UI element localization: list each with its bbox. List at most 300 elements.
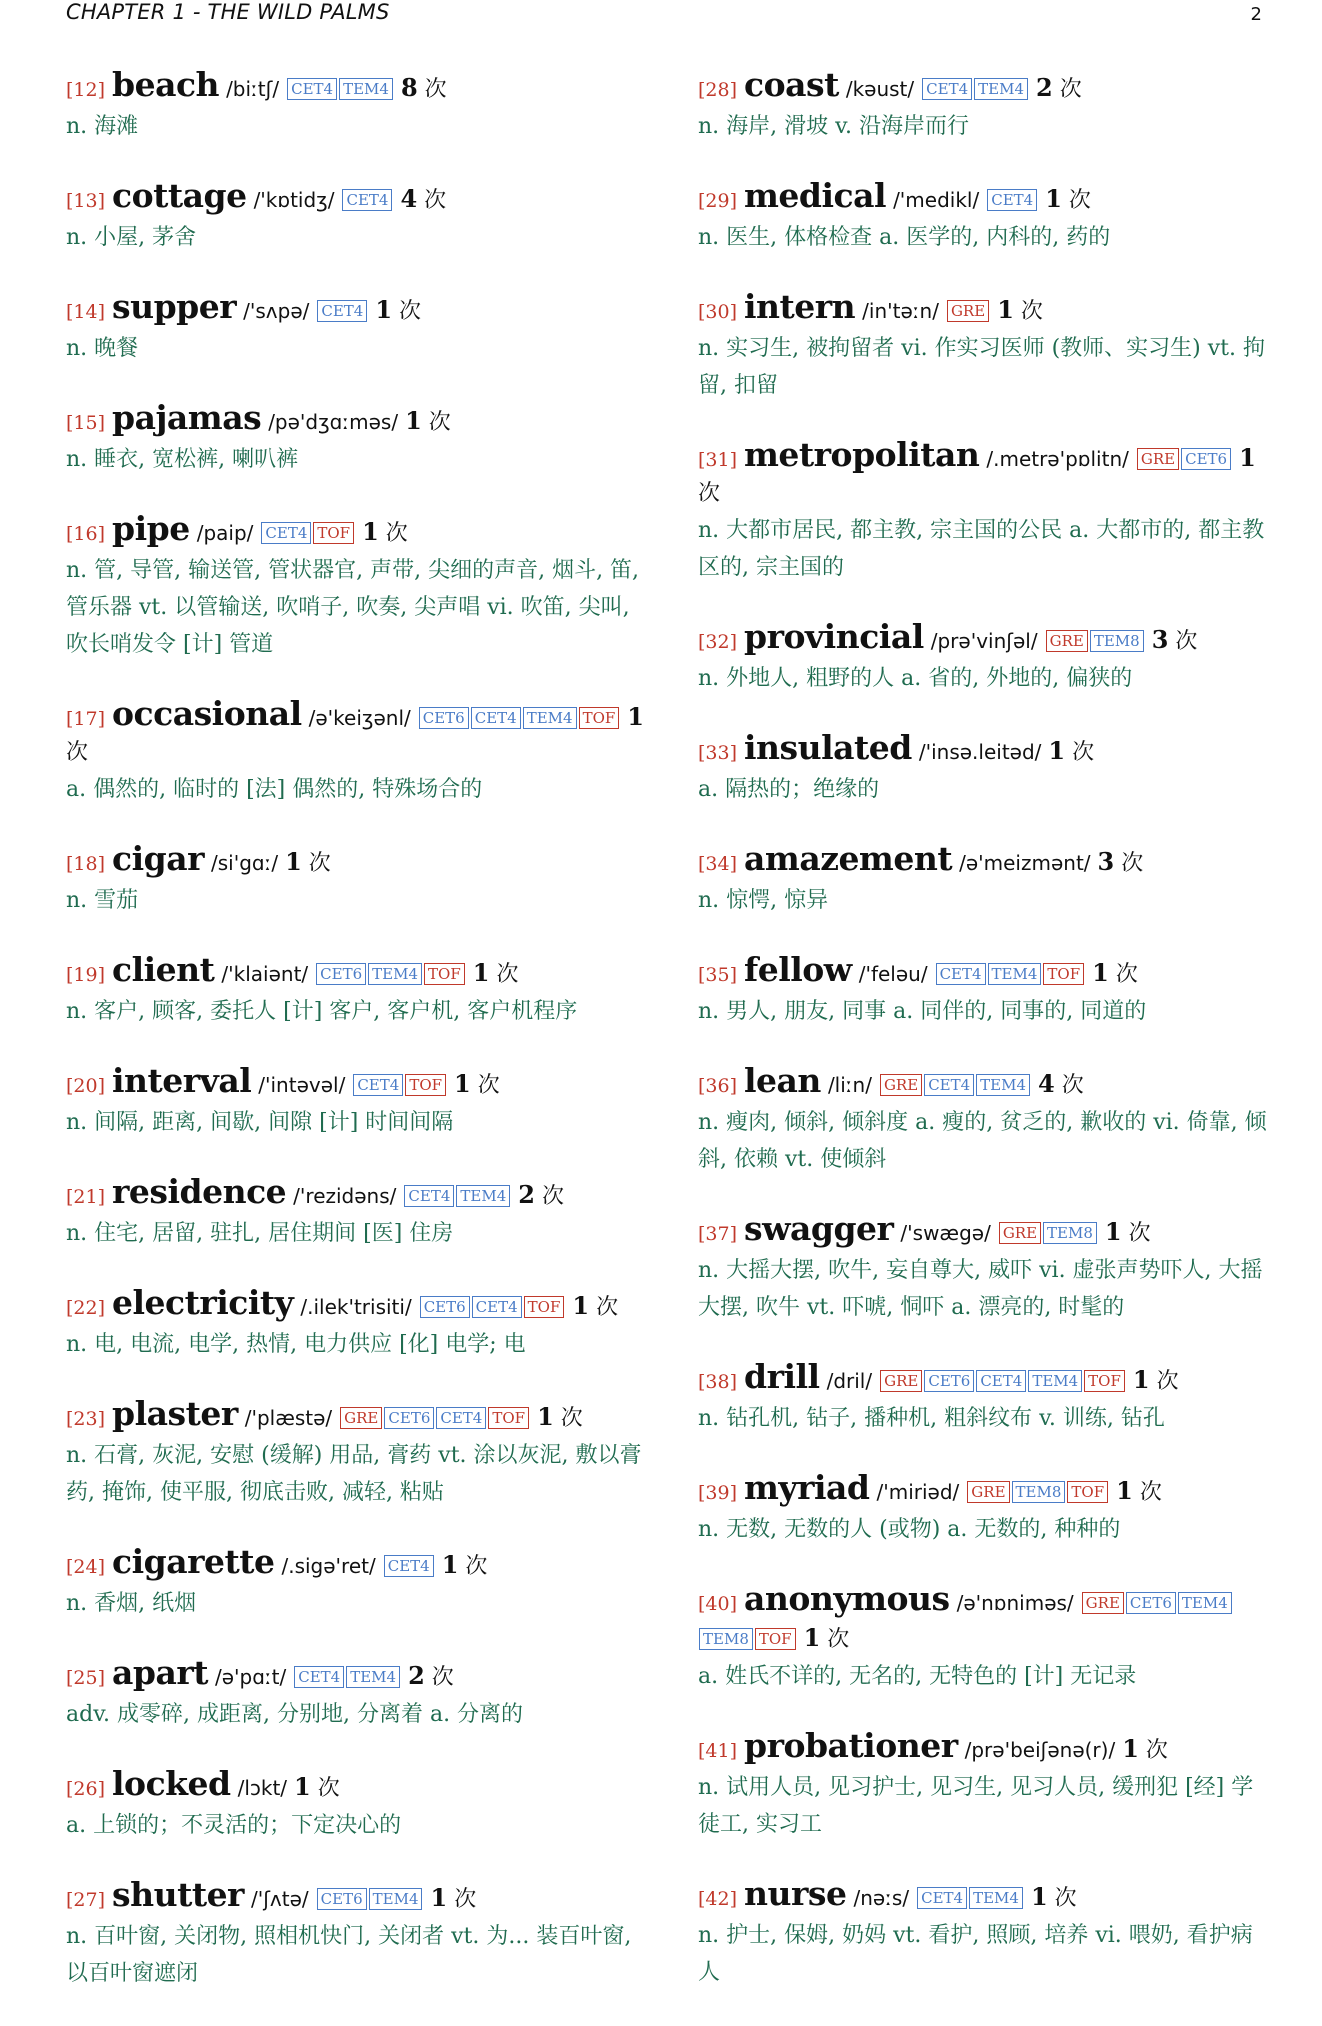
frequency-count: 1 [472, 958, 490, 987]
phonetic: /paip/ [196, 521, 254, 545]
definition: n. 香烟, 纸烟 [66, 1591, 197, 1616]
page-number: 2 [1250, 4, 1262, 25]
phonetic: /pə'dʒɑːməs/ [268, 410, 399, 434]
entry-headline [66, 950, 646, 992]
exam-tag: TEM4 [988, 963, 1042, 985]
definition: n. 海岸, 滑坡 v. 沿海岸而行 [698, 114, 969, 139]
frequency-unit: 次 [698, 481, 721, 506]
frequency [1104, 1217, 1151, 1246]
frequency-count: 1 [627, 702, 644, 731]
entry-index: [24] [66, 1556, 106, 1578]
entry-headline [66, 1172, 646, 1214]
definition: n. 钻孔机, 钻子, 播种机, 粗斜纹布 v. 训练, 钻孔 [698, 1406, 1165, 1431]
vocab-entry [698, 1209, 1273, 1326]
entry-headline [66, 1764, 646, 1806]
definition: n. 海滩 [66, 114, 139, 139]
headword: supper [112, 287, 237, 326]
frequency-count: 1 [285, 847, 302, 876]
vocab-entry [698, 1874, 1273, 1991]
entry-index: [33] [698, 742, 738, 764]
frequency-unit: 次 [1145, 1738, 1168, 1763]
entry-index: [12] [66, 79, 106, 101]
entry-headline [698, 1061, 1273, 1103]
frequency-count: 1 [1104, 1217, 1122, 1246]
frequency-count: 1 [362, 517, 379, 546]
vocab-entry [66, 1653, 646, 1733]
frequency-count: 1 [997, 295, 1014, 324]
definition: n. 管, 导管, 输送管, 管状器官, 声带, 尖细的声音, 烟斗, 笛, 管乐器 vt. 以管输送, 吹哨子, 吹奏, 尖声唱 vi. 吹笛, 尖叫, 吹长哨发令 [计] 管道 [66, 558, 640, 657]
frequency [454, 1069, 500, 1098]
exam-tag: GRE [1082, 1592, 1124, 1614]
right-column [698, 65, 1273, 2025]
entry-headline [698, 839, 1273, 881]
frequency [537, 1402, 583, 1431]
entry-headline [698, 65, 1273, 107]
frequency [408, 1661, 454, 1690]
frequency-unit: 次 [399, 299, 422, 324]
entry-headline [66, 398, 646, 440]
entry-index: [36] [698, 1075, 738, 1097]
frequency [1038, 1069, 1084, 1098]
phonetic: /.sigə'ret/ [281, 1554, 376, 1578]
frequency-unit: 次 [1061, 1073, 1084, 1098]
frequency-unit: 次 [424, 77, 447, 102]
phonetic: /biːtʃ/ [226, 77, 280, 101]
exam-tag: TEM8 [699, 1628, 753, 1650]
entry-index: [18] [66, 853, 106, 875]
headword: residence [112, 1172, 287, 1211]
phonetic: /ə'nɒniməs/ [956, 1591, 1074, 1615]
frequency [803, 1623, 850, 1652]
exam-tag: CET4 [924, 1074, 974, 1096]
definition: n. 客户, 顾客, 委托人 [计] 客户, 客户机, 客户机程序 [66, 999, 578, 1024]
entry-headline [66, 1542, 646, 1584]
vocab-entry [698, 617, 1273, 697]
phonetic: /liːn/ [827, 1073, 872, 1097]
phonetic: /'rezidəns/ [293, 1184, 397, 1208]
definition: n. 大摇大摆, 吹牛, 妄自尊大, 威吓 vi. 虚张声势吓人, 大摇大摆, 吹牛 vt. 吓唬, 恫吓 a. 漂亮的, 时髦的 [698, 1258, 1263, 1320]
exam-tag: CET4 [436, 1407, 486, 1429]
frequency [1030, 1882, 1077, 1911]
phonetic: /.ilek'trisiti/ [300, 1295, 412, 1319]
phonetic: /ə'keiʒənl/ [308, 706, 411, 730]
definition: n. 外地人, 粗野的人 a. 省的, 外地的, 偏狭的 [698, 666, 1133, 691]
exam-tag: TOF [1084, 1370, 1125, 1392]
frequency [997, 295, 1043, 324]
headword: metropolitan [744, 435, 980, 474]
headword: cigarette [112, 1542, 275, 1581]
vocab-entry [66, 1394, 646, 1511]
headword: medical [744, 176, 887, 215]
exam-tag: CET6 [317, 1888, 367, 1910]
vocab-entry [66, 1764, 646, 1844]
frequency [1097, 847, 1144, 876]
entry-index: [15] [66, 412, 106, 434]
vocab-entry [66, 1172, 646, 1252]
exam-tag: TEM4 [1028, 1370, 1082, 1392]
exam-tag: TOF [313, 522, 354, 544]
phonetic: /'miriəd/ [876, 1480, 960, 1504]
definition: n. 晚餐 [66, 336, 139, 361]
headword: nurse [744, 1874, 847, 1913]
headword: cottage [112, 176, 247, 215]
entry-index: [13] [66, 190, 106, 212]
phonetic: /'klaiənt/ [221, 962, 309, 986]
frequency-count: 1 [1239, 443, 1256, 472]
exam-tag: CET6 [1181, 448, 1231, 470]
vocab-entry [698, 176, 1273, 256]
frequency-count: 1 [1122, 1734, 1139, 1763]
frequency [1048, 736, 1095, 765]
headword: cigar [112, 839, 204, 878]
entry-headline [66, 1394, 646, 1436]
frequency-count: 1 [1132, 1365, 1150, 1394]
entry-index: [28] [698, 79, 738, 101]
definition: n. 惊愕, 惊异 [698, 888, 829, 913]
exam-tag: CET6 [420, 1296, 470, 1318]
headword: swagger [744, 1209, 894, 1248]
phonetic: /ə'meizmənt/ [959, 851, 1091, 875]
frequency-count: 1 [1045, 184, 1062, 213]
vocab-entry [698, 950, 1273, 1030]
vocab-entry [66, 694, 646, 808]
phonetic: /prə'beiʃənə(r)/ [964, 1738, 1116, 1762]
definition: a. 上锁的；不灵活的；下定决心的 [66, 1813, 402, 1838]
exam-tag: TEM4 [976, 1074, 1030, 1096]
entry-index: [40] [698, 1593, 738, 1615]
entry-index: [41] [698, 1740, 738, 1762]
frequency-unit: 次 [424, 188, 447, 213]
entry-headline [66, 65, 646, 107]
exam-tag: TOF [424, 963, 465, 985]
definition: a. 隔热的；绝缘的 [698, 777, 880, 802]
headword: apart [112, 1653, 208, 1692]
exam-tag: CET4 [294, 1666, 344, 1688]
definition: n. 男人, 朋友, 同事 a. 同伴的, 同事的, 同道的 [698, 999, 1147, 1024]
exam-tag: TEM4 [969, 1887, 1023, 1909]
phonetic: /'ʃʌtə/ [250, 1887, 309, 1911]
frequency-unit: 次 [465, 1554, 488, 1579]
entry-headline [698, 1357, 1273, 1399]
entry-headline [66, 1061, 646, 1103]
frequency-unit: 次 [1115, 962, 1138, 987]
exam-tag: TEM4 [456, 1185, 510, 1207]
entry-index: [38] [698, 1371, 738, 1393]
entry-headline [698, 1579, 1273, 1657]
headword: shutter [112, 1875, 244, 1914]
entry-headline [66, 694, 646, 770]
frequency-count: 1 [572, 1291, 590, 1320]
exam-tag: TEM4 [974, 78, 1028, 100]
frequency-count: 1 [405, 406, 422, 435]
exam-tag: TOF [1067, 1481, 1108, 1503]
entry-index: [35] [698, 964, 738, 986]
frequency-count: 3 [1151, 625, 1169, 654]
entry-headline [66, 1653, 646, 1695]
vocab-entry [698, 728, 1273, 808]
frequency [441, 1550, 488, 1579]
exam-tag: GRE [947, 300, 989, 322]
exam-tag: TEM8 [1043, 1222, 1097, 1244]
exam-tag: TOF [1043, 963, 1084, 985]
entry-index: [25] [66, 1667, 106, 1689]
frequency [285, 847, 331, 876]
exam-tag: GRE [880, 1074, 922, 1096]
exam-tag: GRE [999, 1222, 1041, 1244]
frequency-count: 3 [1097, 847, 1115, 876]
phonetic: /.metrə'pɒlitn/ [986, 447, 1129, 471]
left-column [66, 65, 646, 2026]
phonetic: /dril/ [826, 1369, 873, 1393]
frequency-unit: 次 [385, 521, 408, 546]
frequency [572, 1291, 619, 1320]
exam-tag: CET6 [316, 963, 366, 985]
entry-headline [698, 435, 1273, 511]
entry-index: [20] [66, 1075, 106, 1097]
phonetic: /'plæstə/ [244, 1406, 333, 1430]
exam-tag: CET4 [987, 189, 1037, 211]
definition: n. 雪茄 [66, 888, 139, 913]
vocab-entry [66, 287, 646, 367]
frequency-unit: 次 [1156, 1369, 1179, 1394]
vocab-entry [698, 1579, 1273, 1695]
headword: probationer [744, 1726, 958, 1765]
frequency-count: 1 [454, 1069, 471, 1098]
frequency-unit: 次 [1054, 1886, 1077, 1911]
entry-index: [34] [698, 853, 738, 875]
headword: lean [744, 1061, 821, 1100]
phonetic: /prə'vinʃəl/ [930, 629, 1038, 653]
frequency-unit: 次 [428, 410, 451, 435]
frequency-count: 1 [294, 1772, 311, 1801]
exam-tag: TOF [488, 1407, 529, 1429]
vocab-entry [698, 1726, 1273, 1843]
exam-tag: GRE [967, 1481, 1009, 1503]
frequency-unit: 次 [827, 1627, 850, 1652]
headword: locked [112, 1764, 231, 1803]
definition: n. 睡衣, 宽松裤, 喇叭裤 [66, 447, 299, 472]
frequency-count: 1 [537, 1402, 554, 1431]
vocab-entry [66, 1283, 646, 1363]
entry-index: [19] [66, 964, 106, 986]
headword: pajamas [112, 398, 262, 437]
frequency-unit: 次 [1121, 851, 1144, 876]
entry-headline [698, 1874, 1273, 1916]
frequency-unit: 次 [1175, 629, 1198, 654]
entry-headline [66, 1875, 646, 1917]
definition: n. 住宅, 居留, 驻扎, 居住期间 [医] 住房 [66, 1221, 454, 1246]
definition: n. 间隔, 距离, 间歇, 间隙 [计] 时间间隔 [66, 1110, 454, 1135]
frequency-count: 4 [1038, 1069, 1055, 1098]
entry-index: [29] [698, 190, 738, 212]
entry-index: [14] [66, 301, 106, 323]
phonetic: /lɔkt/ [237, 1776, 288, 1800]
frequency-unit: 次 [1072, 740, 1095, 765]
entry-index: [42] [698, 1888, 738, 1910]
entry-headline [66, 509, 646, 551]
entry-index: [22] [66, 1297, 106, 1319]
exam-tag: CET4 [976, 1370, 1026, 1392]
frequency [1035, 73, 1082, 102]
headword: electricity [112, 1283, 294, 1322]
definition: n. 医生, 体格检查 a. 医学的, 内科的, 药的 [698, 225, 1111, 250]
definition: n. 小屋, 茅舍 [66, 225, 197, 250]
entry-headline [66, 1283, 646, 1325]
vocab-entry [66, 839, 646, 919]
exam-tag: TEM4 [368, 963, 422, 985]
exam-tag: CET4 [472, 1296, 522, 1318]
phonetic: /'insə.leitəd/ [918, 740, 1042, 764]
headword: beach [112, 65, 220, 104]
vocab-entry [698, 1357, 1273, 1437]
definition: n. 瘦肉, 倾斜, 倾斜度 a. 瘦的, 贫乏的, 歉收的 vi. 倚靠, 倾斜, 依赖 vt. 使倾斜 [698, 1110, 1267, 1172]
definition: a. 姓氏不详的, 无名的, 无特色的 [计] 无记录 [698, 1664, 1137, 1689]
exam-tag: TEM4 [523, 707, 577, 729]
exam-tag: CET6 [384, 1407, 434, 1429]
headword: pipe [112, 509, 190, 548]
exam-tag: GRE [340, 1407, 382, 1429]
frequency [375, 295, 422, 324]
exam-tag: CET4 [317, 300, 367, 322]
exam-tag: CET6 [924, 1370, 974, 1392]
headword: coast [744, 65, 839, 104]
vocab-entry [66, 509, 646, 663]
frequency [405, 406, 451, 435]
frequency-count: 1 [1030, 1882, 1048, 1911]
frequency-count: 1 [430, 1883, 448, 1912]
entry-index: [30] [698, 301, 738, 323]
frequency-unit: 次 [1128, 1221, 1151, 1246]
phonetic: /'medikl/ [893, 188, 980, 212]
vocab-entry [66, 1875, 646, 1992]
frequency [1045, 184, 1091, 213]
exam-tag: TEM8 [1090, 630, 1144, 652]
frequency-unit: 次 [308, 851, 331, 876]
frequency-unit: 次 [1020, 299, 1043, 324]
headword: provincial [744, 617, 924, 656]
exam-tag: TEM4 [369, 1888, 423, 1910]
entry-headline [698, 176, 1273, 218]
frequency-count: 1 [441, 1550, 459, 1579]
entry-index: [26] [66, 1778, 106, 1800]
vocab-entry [698, 65, 1273, 145]
frequency-unit: 次 [560, 1406, 583, 1431]
frequency [400, 184, 447, 213]
phonetic: /'sʌpə/ [243, 299, 310, 323]
entry-index: [17] [66, 708, 106, 730]
exam-tag: CET4 [917, 1887, 967, 1909]
vocab-entry [698, 435, 1273, 586]
definition: n. 石膏, 灰泥, 安慰 (缓解) 用品, 膏药 vt. 涂以灰泥, 敷以膏药, 掩饰, 使平服, 彻底击败, 减轻, 粘贴 [66, 1443, 642, 1505]
vocab-entry [698, 1061, 1273, 1178]
exam-tag: TEM4 [1178, 1592, 1232, 1614]
exam-tag: CET4 [936, 963, 986, 985]
exam-tag: CET4 [384, 1555, 434, 1577]
definition: n. 试用人员, 见习护士, 见习生, 见习人员, 缓刑犯 [经] 学徒工, 实习工 [698, 1775, 1254, 1837]
entry-headline [66, 287, 646, 329]
exam-tag: TOF [579, 707, 620, 729]
frequency-count: 1 [1092, 958, 1109, 987]
exam-tag: CET4 [342, 189, 392, 211]
exam-tag: TOF [755, 1628, 796, 1650]
vocab-entry [698, 287, 1273, 404]
exam-tag: GRE [1046, 630, 1088, 652]
exam-tag: GRE [1137, 448, 1179, 470]
entry-index: [32] [698, 631, 738, 653]
entry-index: [23] [66, 1408, 106, 1430]
frequency [1151, 625, 1198, 654]
phonetic: /'swægə/ [900, 1221, 991, 1245]
headword: intern [744, 287, 856, 326]
exam-tag: TOF [405, 1074, 446, 1096]
headword: myriad [744, 1468, 870, 1507]
phonetic: /in'təːn/ [862, 299, 939, 323]
frequency-count: 1 [803, 1623, 821, 1652]
frequency-count: 2 [1035, 73, 1053, 102]
frequency [400, 73, 447, 102]
frequency-count: 2 [518, 1180, 535, 1209]
entry-headline [698, 1468, 1273, 1510]
definition: n. 护士, 保姆, 奶妈 vt. 看护, 照顾, 培养 vi. 喂奶, 看护病人 [698, 1923, 1253, 1985]
exam-tag: CET4 [353, 1074, 403, 1096]
frequency-unit: 次 [477, 1073, 500, 1098]
exam-tag: TEM4 [339, 78, 393, 100]
frequency-unit: 次 [1068, 188, 1091, 213]
frequency [472, 958, 519, 987]
frequency-unit: 次 [454, 1887, 477, 1912]
headword: plaster [112, 1394, 238, 1433]
page-header [66, 0, 1262, 28]
vocab-entry [66, 398, 646, 478]
frequency [518, 1180, 564, 1209]
entry-headline [698, 1209, 1273, 1251]
headword: insulated [744, 728, 912, 767]
vocab-entry [698, 839, 1273, 919]
frequency-count: 1 [375, 295, 393, 324]
vocab-entry [698, 1468, 1273, 1548]
definition: a. 偶然的, 临时的 [法] 偶然的, 特殊场合的 [66, 777, 483, 802]
definition: n. 无数, 无数的人 (或物) a. 无数的, 种种的 [698, 1517, 1121, 1542]
definition: n. 电, 电流, 电学, 热情, 电力供应 [化] 电学; 电 [66, 1332, 526, 1357]
entry-index: [27] [66, 1889, 106, 1911]
entry-headline [698, 950, 1273, 992]
exam-tag: CET4 [922, 78, 972, 100]
exam-tag: TOF [524, 1296, 565, 1318]
exam-tag: TEM4 [346, 1666, 400, 1688]
frequency-count: 4 [400, 184, 418, 213]
chapter-title: CHAPTER 1 - THE WILD PALMS [66, 0, 390, 24]
exam-tag: CET4 [404, 1185, 454, 1207]
phonetic: /'kɒtidʒ/ [253, 188, 335, 212]
phonetic: /nəːs/ [853, 1886, 910, 1910]
definition: n. 实习生, 被拘留者 vi. 作实习医师 (教师、实习生) vt. 拘留, 扣留 [698, 336, 1265, 398]
frequency-unit: 次 [1139, 1480, 1162, 1505]
frequency [430, 1883, 477, 1912]
phonetic: /ə'pɑːt/ [214, 1665, 287, 1689]
headword: amazement [744, 839, 953, 878]
entry-index: [39] [698, 1482, 738, 1504]
headword: drill [744, 1357, 820, 1396]
entry-index: [16] [66, 523, 106, 545]
entry-headline [698, 287, 1273, 329]
frequency-unit: 次 [317, 1776, 340, 1801]
headword: occasional [112, 694, 302, 733]
frequency-unit: 次 [541, 1184, 564, 1209]
exam-tag: TEM8 [1012, 1481, 1066, 1503]
frequency [1132, 1365, 1179, 1394]
vocab-entry [66, 1061, 646, 1141]
frequency-unit: 次 [596, 1295, 619, 1320]
